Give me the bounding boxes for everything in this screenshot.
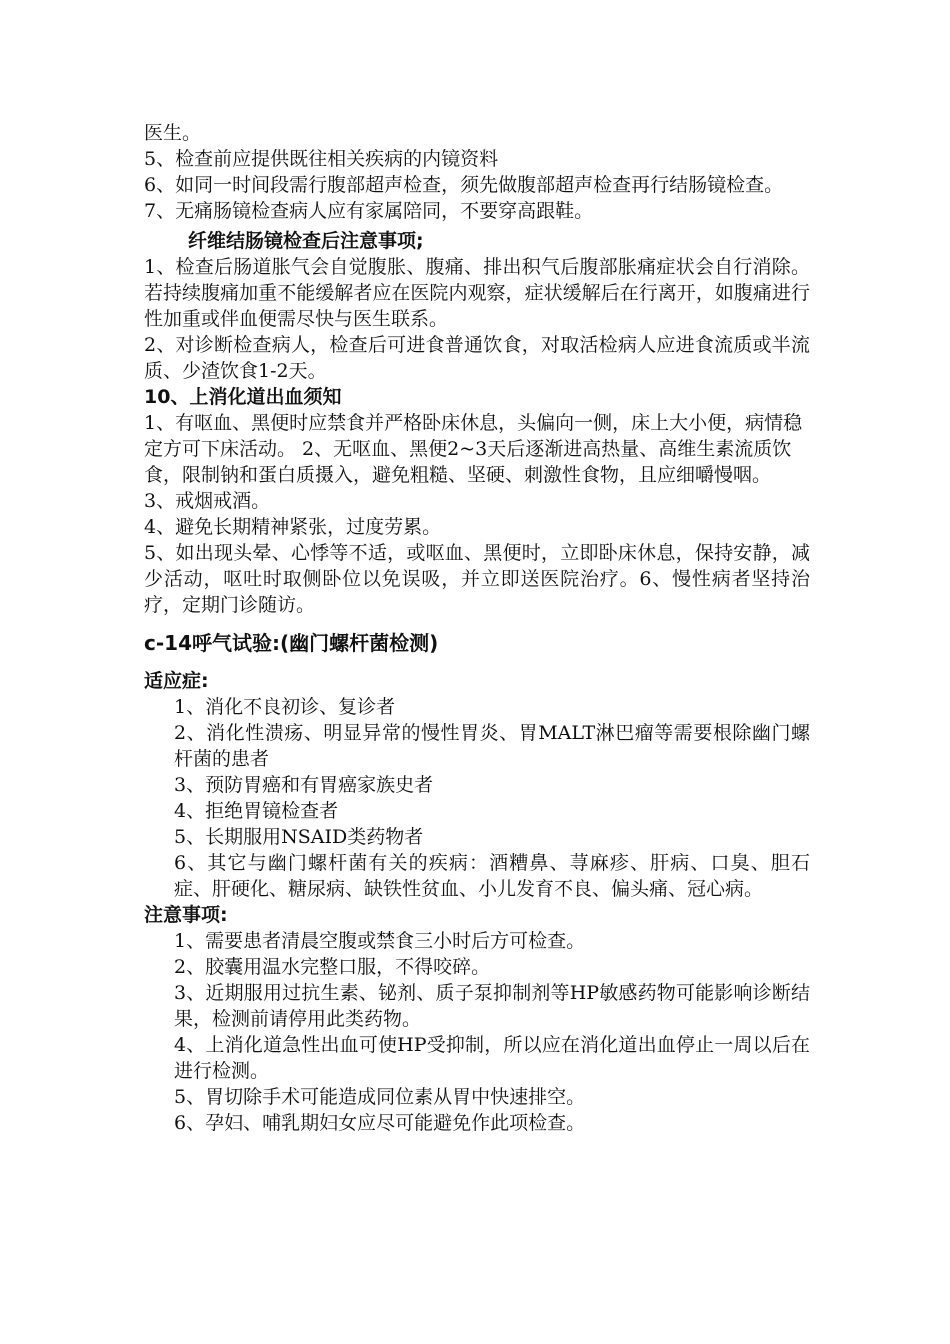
paragraph: 4、避免长期精神紧张，过度劳累。 bbox=[144, 516, 442, 538]
list-item: 6、其它与幽门螺杆菌有关的疾病：酒糟鼻、荨麻疹、肝病、口臭、胆石症、肝硬化、糖尿病、缺铁性贫血、小儿发育不良、偏头痛、冠心病。 bbox=[174, 852, 810, 900]
paragraph: 3、戒烟戒酒。 bbox=[144, 490, 271, 512]
list-item: 1、消化不良初诊、复诊者 bbox=[174, 696, 396, 718]
section-heading-indications: 适应症: bbox=[144, 670, 209, 692]
paragraph: 5、检查前应提供既往相关疾病的内镜资料 bbox=[144, 148, 499, 170]
section-heading-notes: 注意事项: bbox=[144, 904, 228, 926]
list-item: 3、预防胃癌和有胃癌家族史者 bbox=[174, 774, 434, 796]
paragraph: 2、对诊断检查病人，检查后可进食普通饮食，对取活检病人应进食流质或半流质、少渣饮食1-2天。 bbox=[144, 334, 810, 382]
list-item: 2、消化性溃疡、明显异常的慢性胃炎、胃MALT淋巴瘤等需要根除幽门螺杆菌的患者 bbox=[174, 722, 810, 770]
list-item: 1、需要患者清晨空腹或禁食三小时后方可检查。 bbox=[174, 930, 586, 952]
paragraph: 医生。 bbox=[144, 122, 202, 144]
list-item: 6、孕妇、哺乳期妇女应尽可能避免作此项检查。 bbox=[174, 1112, 586, 1134]
list-item: 3、近期服用过抗生素、铋剂、质子泵抑制剂等HP敏感药物可能影响诊断结果，检测前请停用此类药物。 bbox=[174, 982, 810, 1030]
list-item: 5、胃切除手术可能造成同位素从胃中快速排空。 bbox=[174, 1086, 586, 1108]
section-heading-gi-bleeding: 10、上消化道出血须知 bbox=[144, 386, 342, 408]
paragraph: 5、如出现头晕、心悸等不适，或呕血、黑便时，立即卧床休息，保持安静，减少活动，呕吐时取侧卧位以免误吸，并立即送医院治疗。6、慢性病者坚持治疗，定期门诊随访。 bbox=[144, 542, 810, 616]
list-item: 2、胶囊用温水完整口服，不得咬碎。 bbox=[174, 956, 491, 978]
list-item: 4、拒绝胃镜检查者 bbox=[174, 800, 339, 822]
document-body bbox=[144, 120, 810, 1136]
section-heading-colonoscopy-after: 纤维结肠镜检查后注意事项; bbox=[188, 230, 424, 252]
section-heading-c14: c-14呼气试验:(幽门螺杆菌检测) bbox=[144, 631, 439, 655]
list-item: 5、长期服用NSAID类药物者 bbox=[174, 826, 424, 848]
paragraph: 1、有呕血、黑便时应禁食并严格卧床休息，头偏向一侧，床上大小便，病情稳定方可下床活动。 2、无呕血、黑便2~3天后逐渐进高热量、高维生素流质饮食，限制钠和蛋白质摄入，避免粗糙、坚硬、刺激性食物，且应细嚼慢咽。 bbox=[144, 412, 803, 486]
paragraph: 6、如同一时间段需行腹部超声检查，须先做腹部超声检查再行结肠镜检查。 bbox=[144, 174, 784, 196]
list-item: 4、上消化道急性出血可使HP受抑制，所以应在消化道出血停止一周以后在进行检测。 bbox=[174, 1034, 810, 1082]
paragraph: 7、无痛肠镜检查病人应有家属陪同，不要穿高跟鞋。 bbox=[144, 200, 594, 222]
paragraph: 1、检查后肠道胀气会自觉腹胀、腹痛、排出积气后腹部胀痛症状会自行消除。若持续腹痛加重不能缓解者应在医院内观察，症状缓解后在行离开，如腹痛进行性加重或伴血便需尽快与医生联系。 bbox=[144, 256, 810, 330]
